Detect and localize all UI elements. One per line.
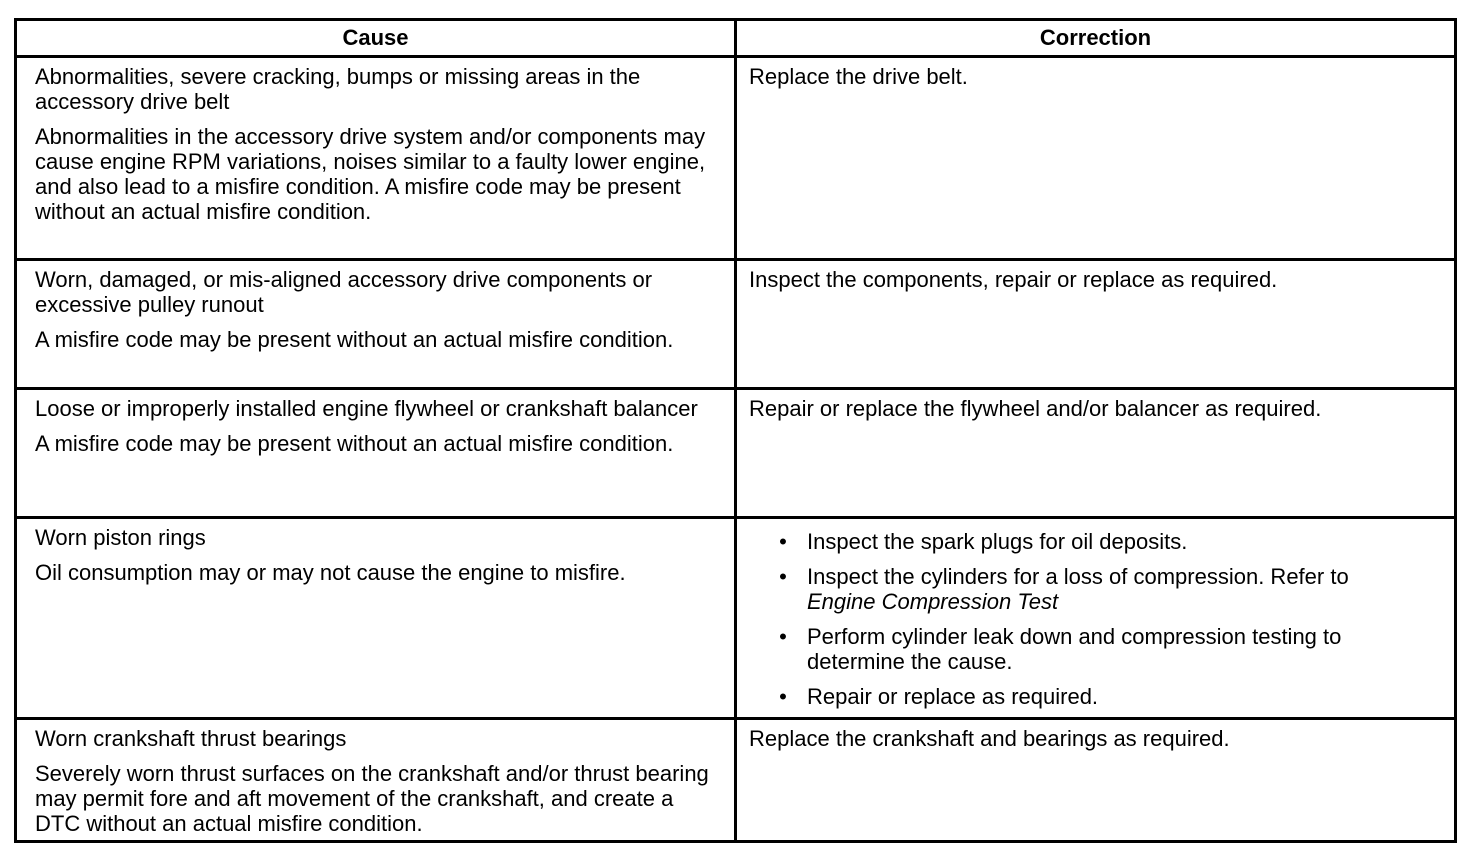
table-row — [16, 389, 1456, 518]
bullet-icon: • — [779, 564, 787, 589]
cause-detail: Oil consumption may or may not cause the engine to misfire. — [35, 560, 626, 585]
table-row — [16, 260, 1456, 389]
cause-title: Loose or improperly installed engine flywheel or crankshaft balancer — [35, 396, 698, 421]
correction-text: Replace the crankshaft and bearings as required. — [749, 726, 1230, 751]
cause-correction-table — [14, 18, 1457, 843]
cause-cell — [16, 389, 736, 518]
bullet-text: Inspect the cylinders for a loss of compression. Refer to — [807, 564, 1349, 589]
correction-text: Repair or replace the flywheel and/or balancer as required. — [749, 396, 1322, 421]
cause-title: Worn, damaged, or mis-aligned accessory drive components or excessive pulley runout — [35, 267, 653, 317]
table-row — [16, 518, 1456, 719]
bullet-text: Perform cylinder leak down and compression testing to determine the cause. — [807, 624, 1342, 674]
table-header-row — [16, 20, 1456, 57]
diagnostic-table-container — [14, 18, 1454, 843]
correction-cell — [736, 57, 1456, 260]
cause-cell — [16, 260, 736, 389]
bullet-icon: • — [779, 624, 787, 649]
correction-cell — [736, 518, 1456, 719]
correction-cell — [736, 260, 1456, 389]
header-cause: Cause — [16, 20, 736, 57]
cause-detail: A misfire code may be present without an actual misfire condition. — [35, 327, 674, 352]
correction-bullet-list — [749, 525, 1438, 709]
header-correction: Correction — [736, 20, 1456, 57]
correction-cell — [736, 719, 1456, 842]
cause-cell — [16, 719, 736, 842]
list-item — [773, 529, 1438, 554]
correction-text: Inspect the components, repair or replace as required. — [749, 267, 1278, 292]
list-item — [773, 624, 1438, 674]
cause-title: Abnormalities, severe cracking, bumps or missing areas in the accessory drive belt — [35, 64, 641, 114]
cause-title: Worn piston rings — [35, 525, 206, 550]
list-item — [773, 684, 1438, 709]
list-item — [773, 564, 1438, 614]
correction-text: Replace the drive belt. — [749, 64, 968, 89]
correction-cell — [736, 389, 1456, 518]
table-row — [16, 57, 1456, 260]
bullet-icon: • — [779, 684, 787, 709]
bullet-text: Repair or replace as required. — [807, 684, 1099, 709]
bullet-text: Inspect the spark plugs for oil deposits. — [807, 529, 1188, 554]
table-row — [16, 719, 1456, 842]
cause-cell — [16, 518, 736, 719]
cause-detail: A misfire code may be present without an actual misfire condition. — [35, 431, 674, 456]
cause-title: Worn crankshaft thrust bearings — [35, 726, 347, 751]
reference-link[interactable]: Engine Compression Test — [807, 589, 1059, 614]
bullet-icon: • — [779, 529, 787, 554]
cause-detail: Severely worn thrust surfaces on the crankshaft and/or thrust bearing may permit fore and aft movement of the crankshaft, and create a DTC without an actual misfire condition. — [35, 761, 709, 836]
cause-detail: Abnormalities in the accessory drive system and/or components may cause engine RPM variations, noises similar to a faulty lower engine, and also lead to a misfire condition. A misfire code may be present without an actual misfire condition. — [35, 124, 706, 224]
cause-cell — [16, 57, 736, 260]
